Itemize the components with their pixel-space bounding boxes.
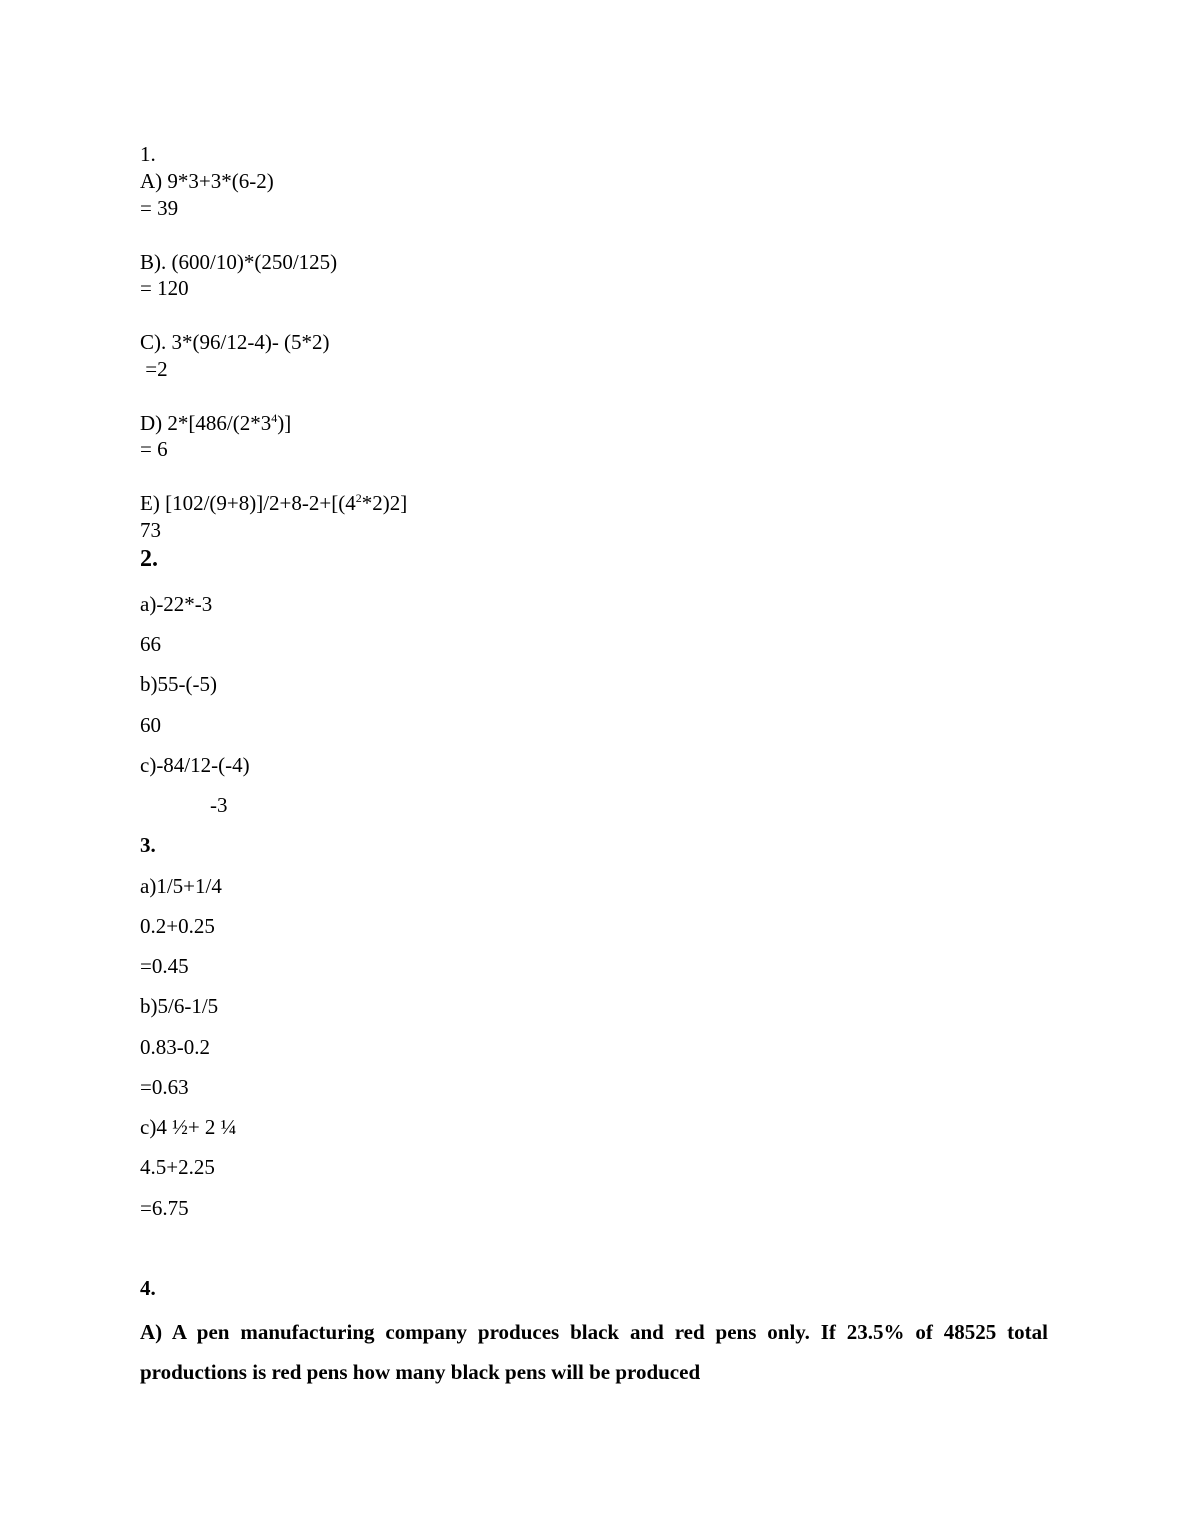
section-1-number: 1. <box>140 142 156 166</box>
question-1e <box>140 490 407 516</box>
question-3a: a)1/5+1/4 <box>140 874 222 898</box>
question-1e-exponent: 2 <box>355 491 362 505</box>
question-2c: c)-84/12-(-4) <box>140 753 250 777</box>
question-3c: c)4 ½+ 2 ¼ <box>140 1115 237 1139</box>
question-1c: C). 3*(96/12-4)- (5*2) <box>140 330 330 354</box>
answer-3b: =0.63 <box>140 1075 189 1099</box>
question-1d-exponent: 4 <box>271 411 278 425</box>
question-4a: A) A pen manufacturing company produces black and red pens only. If 23.5% of 48525 total productions is red pens how many black pens will be produced <box>140 1320 1048 1384</box>
answer-1c: =2 <box>140 357 168 381</box>
answer-3a: =0.45 <box>140 954 189 978</box>
question-2b: b)55-(-5) <box>140 672 217 696</box>
question-1d <box>140 410 291 436</box>
question-1d-text: D) 2*[486/(2*3 <box>140 411 272 435</box>
answer-2c: -3 <box>210 793 228 817</box>
step-3a: 0.2+0.25 <box>140 914 215 938</box>
section-2-number: 2. <box>140 546 158 572</box>
answer-1b: = 120 <box>140 276 189 300</box>
step-3c: 4.5+2.25 <box>140 1155 215 1179</box>
question-1d-text-end: )] <box>277 411 292 435</box>
answer-3c: =6.75 <box>140 1196 189 1220</box>
step-3b: 0.83-0.2 <box>140 1035 210 1059</box>
question-1e-text: E) [102/(9+8)]/2+8-2+[(4 <box>140 491 356 515</box>
question-3b: b)5/6-1/5 <box>140 994 219 1018</box>
question-2a: a)-22*-3 <box>140 592 213 616</box>
section-3-number: 3. <box>140 833 156 857</box>
answer-1d: = 6 <box>140 437 168 461</box>
section-4-number: 4. <box>140 1276 156 1300</box>
answer-2b: 60 <box>140 713 161 737</box>
answer-1e: 73 <box>140 518 161 542</box>
answer-1a: = 39 <box>140 196 179 220</box>
answer-2a: 66 <box>140 632 161 656</box>
question-1e-text-end: *2)2] <box>361 491 408 515</box>
question-1b: B). (600/10)*(250/125) <box>140 250 338 274</box>
question-1a: A) 9*3+3*(6-2) <box>140 169 274 193</box>
